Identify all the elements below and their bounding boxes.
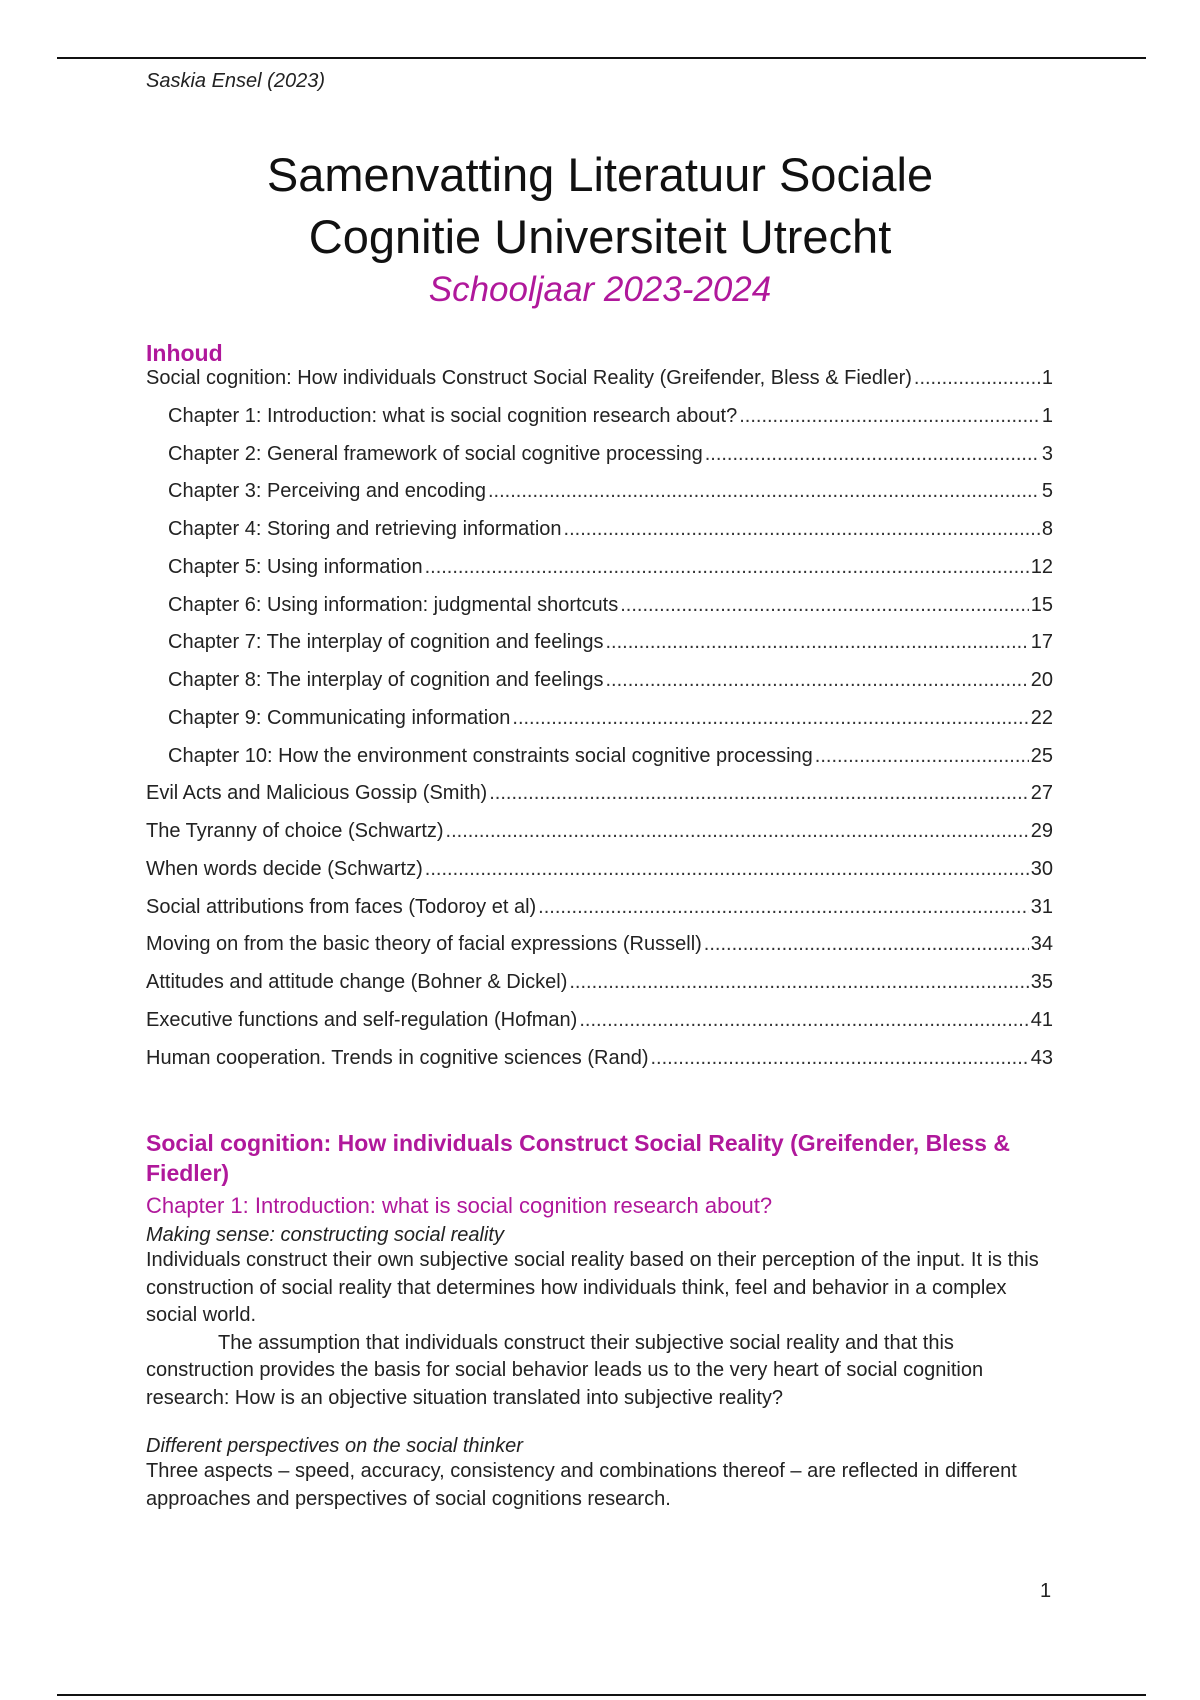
toc-entry-label: Chapter 1: Introduction: what is social cognition research about? (168, 404, 738, 427)
toc-entry-page: 15 (1030, 593, 1053, 616)
toc-entry-label: Chapter 5: Using information (168, 555, 423, 578)
toc-entry-page: 3 (1041, 442, 1053, 465)
toc-leader-dots (569, 971, 1028, 994)
toc-entry[interactable] (146, 669, 1053, 707)
section-heading: Social cognition: How individuals Construct Social Reality (Greifender, Bless & Fiedler) (146, 1130, 1010, 1186)
toc-entry-page: 8 (1041, 518, 1053, 540)
toc-entry[interactable] (146, 556, 1053, 594)
toc-entry-label: Chapter 7: The interplay of cognition and feelings (168, 631, 604, 654)
toc-entry-page: 1 (1041, 404, 1053, 427)
subsection-heading: Making sense: constructing social reality (146, 1224, 504, 1246)
toc-entry-page: 30 (1030, 857, 1053, 880)
toc-leader-dots (425, 556, 1029, 579)
toc-leader-dots (620, 594, 1029, 617)
toc-entry[interactable] (146, 480, 1053, 518)
toc-entry[interactable] (146, 707, 1053, 745)
toc-entry-page: 41 (1030, 1008, 1053, 1031)
toc-entry-label: Evil Acts and Malicious Gossip (Smith) (146, 782, 488, 805)
document-title (146, 144, 1054, 268)
toc-entry-page: 43 (1030, 1046, 1053, 1069)
toc-leader-dots (579, 1009, 1028, 1032)
toc-leader-dots (815, 745, 1029, 768)
toc-leader-dots (488, 480, 1040, 503)
toc-entry-label: Attitudes and attitude change (Bohner & Dickel) (146, 971, 568, 993)
toc-entry[interactable] (146, 820, 1053, 858)
toc-leader-dots (446, 820, 1029, 843)
top-rule (57, 57, 1146, 59)
chapter-heading: Chapter 1: Introduction: what is social cognition research about? (146, 1193, 773, 1218)
toc-entry-page: 31 (1030, 895, 1053, 918)
toc-entry[interactable] (146, 1009, 1053, 1047)
toc-entry-label: Moving on from the basic theory of facial expressions (Russell) (146, 933, 702, 956)
toc-entry-label: Human cooperation. Trends in cognitive sciences (Rand) (146, 1046, 649, 1069)
toc-entry-label: Chapter 6: Using information: judgmental shortcuts (168, 593, 619, 616)
toc-entry[interactable] (146, 594, 1053, 632)
toc-leader-dots (489, 782, 1029, 805)
section-block-2 (146, 1435, 1061, 1513)
toc-entry[interactable] (146, 896, 1053, 934)
toc-entry-label: When words decide (Schwartz) (146, 857, 423, 880)
toc-entry[interactable] (146, 745, 1053, 783)
toc-entry[interactable] (146, 443, 1053, 481)
toc-entry-page: 27 (1030, 782, 1053, 805)
toc-entry[interactable] (146, 405, 1053, 443)
toc-entry-label: Chapter 8: The interplay of cognition and feelings (168, 669, 604, 691)
toc-entry-label: Chapter 2: General framework of social cognitive processing (168, 442, 703, 465)
toc-entry-page: 35 (1030, 971, 1053, 993)
page-number: 1 (1040, 1580, 1052, 1602)
toc-entry-page: 25 (1030, 744, 1053, 767)
toc-entry-page: 12 (1030, 555, 1053, 578)
toc-entry-page: 17 (1030, 631, 1053, 654)
toc-entry-label: The Tyranny of choice (Schwartz) (146, 820, 444, 842)
toc-entry-label: Chapter 10: How the environment constraints social cognitive processing (168, 744, 813, 767)
paragraph: The assumption that individuals construct their subjective social reality and that this construction provides the basis for social behavior leads us to the very heart of social cognition research: How is an objective situation translated into subjective reality? (146, 1331, 984, 1409)
toc-entry[interactable] (146, 933, 1053, 971)
toc-entry-page: 29 (1030, 820, 1053, 842)
toc-leader-dots (705, 443, 1040, 466)
bottom-rule (57, 1694, 1146, 1696)
toc-leader-dots (564, 518, 1040, 541)
toc-leader-dots (605, 631, 1028, 654)
toc-entry-page: 1 (1041, 367, 1053, 389)
paragraph: Individuals construct their own subjective social reality based on their perception of the input. It is this construction of social reality that determines how individuals think, feel and behavior in a complex social world. (146, 1249, 1039, 1326)
toc-entry[interactable] (146, 782, 1053, 820)
subsection-heading: Different perspectives on the social thinker (146, 1435, 523, 1457)
toc-leader-dots (650, 1047, 1028, 1070)
toc-entry-page: 22 (1030, 706, 1053, 729)
toc-leader-dots (512, 707, 1028, 730)
toc-entry-page: 20 (1030, 669, 1053, 691)
section-block-1 (146, 1224, 1061, 1412)
toc-entry-label: Chapter 9: Communicating information (168, 706, 511, 729)
toc-entry[interactable] (146, 1047, 1053, 1085)
toc-entry[interactable] (146, 971, 1053, 1009)
title-line-1: Samenvatting Literatuur Sociale (266, 148, 934, 201)
toc-entry-label: Social attributions from faces (Todoroy et al) (146, 895, 537, 918)
author-header: Saskia Ensel (2023) (146, 70, 325, 92)
toc-entry-page: 34 (1030, 933, 1053, 956)
title-line-2: Cognitie Universiteit Utrecht (308, 210, 892, 263)
toc-entry-page: 5 (1041, 480, 1053, 503)
toc-leader-dots (704, 933, 1029, 956)
toc-entry-label: Chapter 4: Storing and retrieving information (168, 518, 562, 540)
toc-entry[interactable] (146, 631, 1053, 669)
toc-leader-dots (538, 896, 1029, 919)
toc-leader-dots (914, 367, 1040, 390)
toc-leader-dots (605, 669, 1028, 692)
toc-entry[interactable] (146, 367, 1053, 405)
toc-entry-label: Social cognition: How individuals Construct Social Reality (Greifender, Bless & Fiedler) (146, 367, 912, 389)
toc-entry-label: Chapter 3: Perceiving and encoding (168, 480, 486, 503)
table-of-contents (146, 367, 1053, 1084)
toc-heading: Inhoud (146, 340, 223, 366)
toc-entry[interactable] (146, 518, 1053, 556)
toc-entry-label: Executive functions and self-regulation (Hofman) (146, 1008, 578, 1031)
paragraph: Three aspects – speed, accuracy, consistency and combinations thereof – are reflected in different approaches and perspectives of social cognitions research. (146, 1460, 1017, 1510)
toc-leader-dots (425, 858, 1029, 881)
document-subtitle: Schooljaar 2023-2024 (428, 270, 772, 309)
toc-entry[interactable] (146, 858, 1053, 896)
toc-leader-dots (739, 405, 1040, 428)
